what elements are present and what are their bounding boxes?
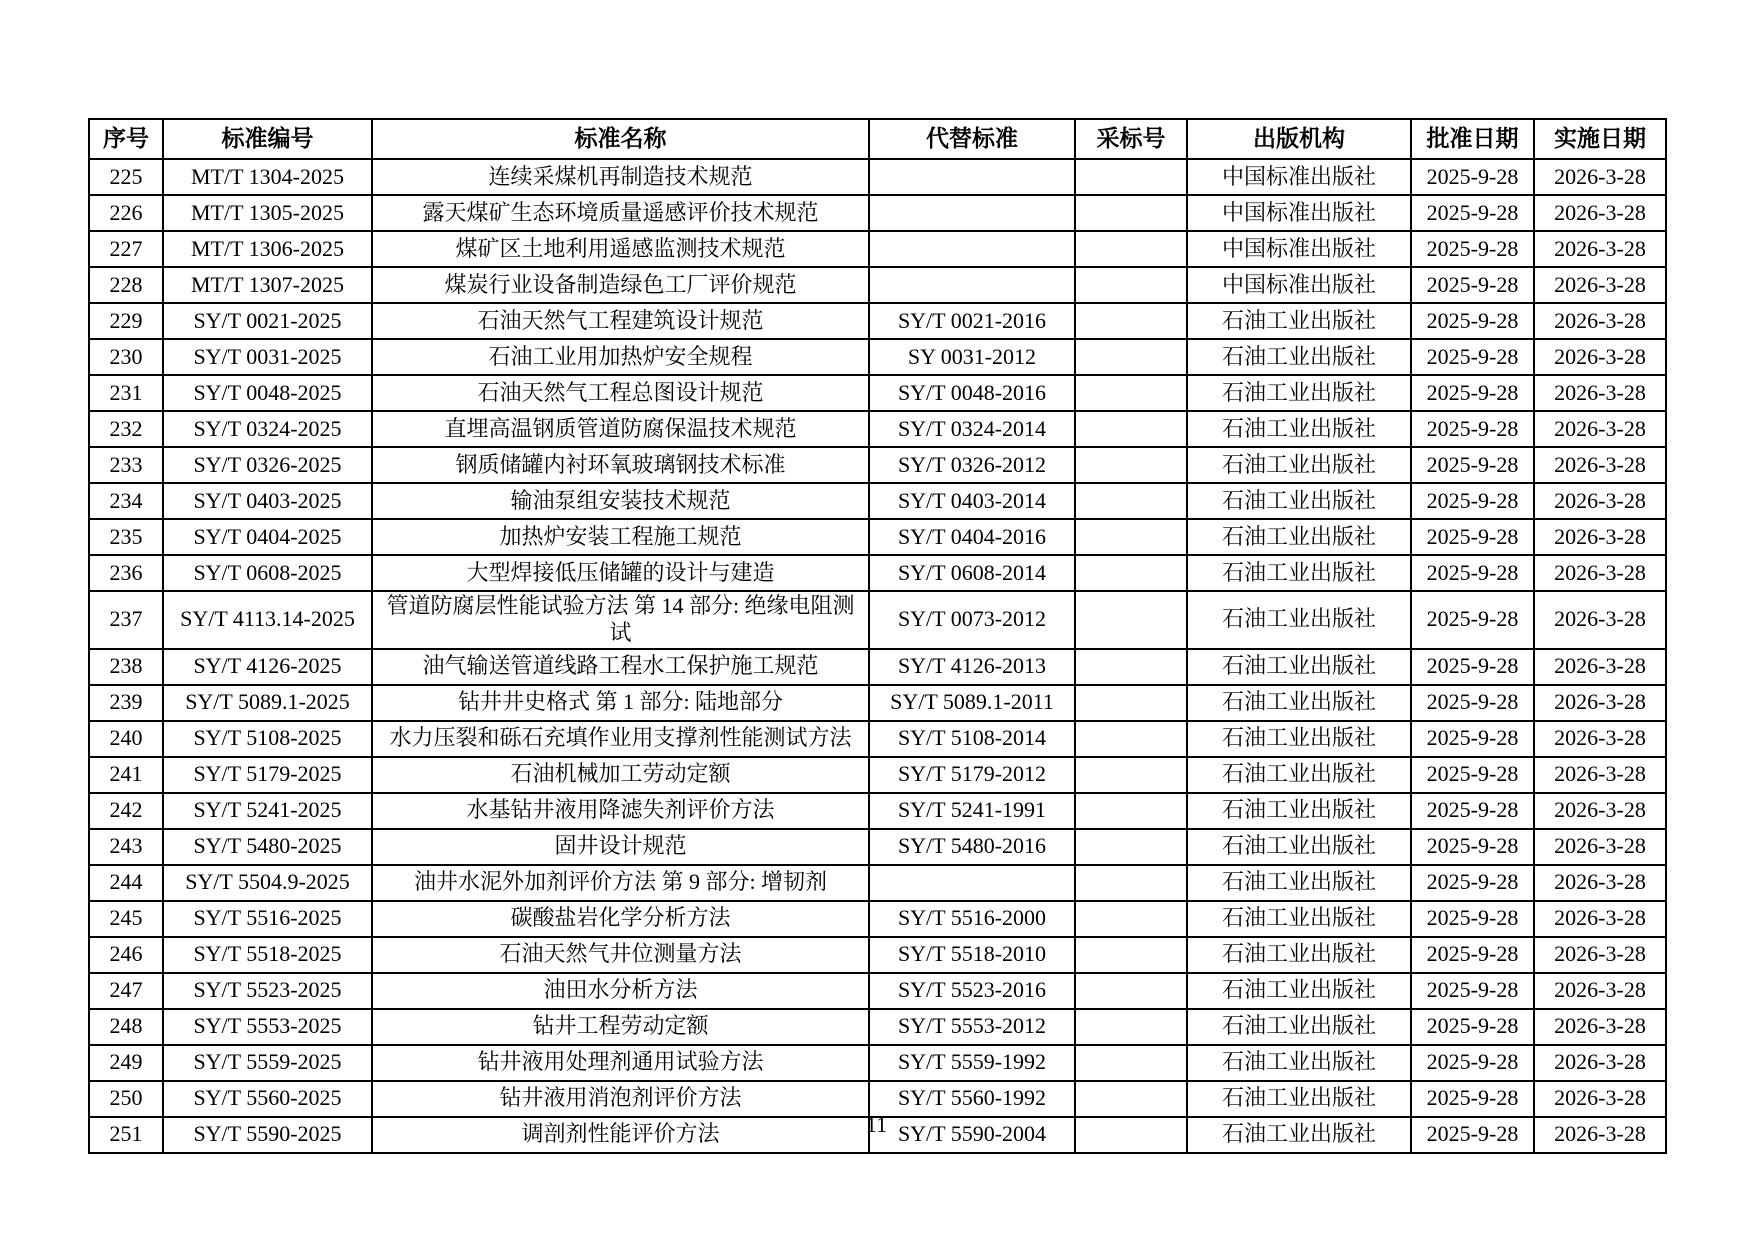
cell-approval-date: 2025-9-28: [1411, 901, 1534, 937]
cell-implementation-date: 2026-3-28: [1534, 1081, 1666, 1117]
header-cell-publisher: 出版机构: [1187, 119, 1411, 159]
cell-implementation-date: 2026-3-28: [1534, 591, 1666, 649]
cell-replaced-standard: [869, 267, 1075, 303]
cell-replaced-standard: SY/T 5590-2004: [869, 1117, 1075, 1153]
cell-implementation-date: 2026-3-28: [1534, 1117, 1666, 1153]
cell-index: 235: [89, 519, 163, 555]
cell-index: 246: [89, 937, 163, 973]
cell-standard-name: 连续采煤机再制造技术规范: [372, 159, 869, 195]
cell-publisher: 石油工业出版社: [1187, 685, 1411, 721]
header-row: [89, 119, 1666, 159]
cell-implementation-date: 2026-3-28: [1534, 901, 1666, 937]
header-cell-index: 序号: [89, 119, 163, 159]
cell-publisher: 石油工业出版社: [1187, 1045, 1411, 1081]
cell-index: 243: [89, 829, 163, 865]
cell-approval-date: 2025-9-28: [1411, 1081, 1534, 1117]
cell-standard-name: 露天煤矿生态环境质量遥感评价技术规范: [372, 195, 869, 231]
table-row: [89, 159, 1666, 195]
table-row: [89, 1009, 1666, 1045]
cell-publisher: 石油工业出版社: [1187, 1009, 1411, 1045]
header-cell-standard-name: 标准名称: [372, 119, 869, 159]
cell-standard-name: 固井设计规范: [372, 829, 869, 865]
cell-adopted-standard-number: [1075, 339, 1187, 375]
cell-implementation-date: 2026-3-28: [1534, 447, 1666, 483]
cell-standard-number: SY/T 5553-2025: [163, 1009, 372, 1045]
cell-publisher: 中国标准出版社: [1187, 195, 1411, 231]
cell-replaced-standard: SY/T 0403-2014: [869, 483, 1075, 519]
cell-publisher: 石油工业出版社: [1187, 649, 1411, 685]
table-row: [89, 591, 1666, 649]
cell-approval-date: 2025-9-28: [1411, 757, 1534, 793]
table-row: [89, 555, 1666, 591]
cell-approval-date: 2025-9-28: [1411, 829, 1534, 865]
cell-adopted-standard-number: [1075, 375, 1187, 411]
cell-implementation-date: 2026-3-28: [1534, 1045, 1666, 1081]
header-cell-standard-number: 标准编号: [163, 119, 372, 159]
cell-implementation-date: 2026-3-28: [1534, 483, 1666, 519]
cell-adopted-standard-number: [1075, 483, 1187, 519]
cell-adopted-standard-number: [1075, 757, 1187, 793]
cell-adopted-standard-number: [1075, 1009, 1187, 1045]
cell-approval-date: 2025-9-28: [1411, 973, 1534, 1009]
table-row: [89, 685, 1666, 721]
cell-adopted-standard-number: [1075, 555, 1187, 591]
cell-publisher: 石油工业出版社: [1187, 591, 1411, 649]
cell-adopted-standard-number: [1075, 649, 1187, 685]
cell-publisher: 中国标准出版社: [1187, 231, 1411, 267]
table-row: [89, 757, 1666, 793]
cell-standard-name: 直埋高温钢质管道防腐保温技术规范: [372, 411, 869, 447]
cell-standard-number: SY/T 5108-2025: [163, 721, 372, 757]
cell-standard-name: 煤炭行业设备制造绿色工厂评价规范: [372, 267, 869, 303]
table-row: [89, 303, 1666, 339]
cell-approval-date: 2025-9-28: [1411, 195, 1534, 231]
cell-standard-name: 钢质储罐内衬环氧玻璃钢技术标准: [372, 447, 869, 483]
header-cell-adopted-standard-number: 采标号: [1075, 119, 1187, 159]
cell-approval-date: 2025-9-28: [1411, 1045, 1534, 1081]
cell-publisher: 石油工业出版社: [1187, 411, 1411, 447]
cell-approval-date: 2025-9-28: [1411, 591, 1534, 649]
cell-implementation-date: 2026-3-28: [1534, 267, 1666, 303]
table-row: [89, 1045, 1666, 1081]
header-cell-replaced-standard: 代替标准: [869, 119, 1075, 159]
cell-replaced-standard: [869, 195, 1075, 231]
cell-adopted-standard-number: [1075, 937, 1187, 973]
cell-approval-date: 2025-9-28: [1411, 649, 1534, 685]
cell-publisher: 石油工业出版社: [1187, 1117, 1411, 1153]
cell-adopted-standard-number: [1075, 901, 1187, 937]
cell-adopted-standard-number: [1075, 447, 1187, 483]
cell-standard-name: 加热炉安装工程施工规范: [372, 519, 869, 555]
cell-publisher: 石油工业出版社: [1187, 483, 1411, 519]
table-row: [89, 793, 1666, 829]
cell-replaced-standard: SY/T 5516-2000: [869, 901, 1075, 937]
cell-replaced-standard: [869, 159, 1075, 195]
cell-standard-number: SY/T 0048-2025: [163, 375, 372, 411]
cell-implementation-date: 2026-3-28: [1534, 519, 1666, 555]
cell-publisher: 中国标准出版社: [1187, 159, 1411, 195]
cell-publisher: 石油工业出版社: [1187, 1081, 1411, 1117]
cell-standard-number: SY/T 0031-2025: [163, 339, 372, 375]
cell-standard-number: MT/T 1305-2025: [163, 195, 372, 231]
cell-adopted-standard-number: [1075, 267, 1187, 303]
cell-publisher: 石油工业出版社: [1187, 793, 1411, 829]
cell-index: 245: [89, 901, 163, 937]
cell-standard-number: SY/T 5560-2025: [163, 1081, 372, 1117]
table-row: [89, 721, 1666, 757]
cell-standard-number: SY/T 4126-2025: [163, 649, 372, 685]
cell-index: 233: [89, 447, 163, 483]
cell-index: 228: [89, 267, 163, 303]
cell-replaced-standard: SY/T 5241-1991: [869, 793, 1075, 829]
cell-implementation-date: 2026-3-28: [1534, 375, 1666, 411]
cell-implementation-date: 2026-3-28: [1534, 411, 1666, 447]
cell-adopted-standard-number: [1075, 519, 1187, 555]
cell-standard-name: 输油泵组安装技术规范: [372, 483, 869, 519]
table-row: [89, 901, 1666, 937]
cell-standard-name: 石油机械加工劳动定额: [372, 757, 869, 793]
cell-approval-date: 2025-9-28: [1411, 519, 1534, 555]
cell-index: 238: [89, 649, 163, 685]
cell-implementation-date: 2026-3-28: [1534, 721, 1666, 757]
cell-approval-date: 2025-9-28: [1411, 865, 1534, 901]
cell-index: 239: [89, 685, 163, 721]
cell-adopted-standard-number: [1075, 793, 1187, 829]
cell-adopted-standard-number: [1075, 973, 1187, 1009]
table-row: [89, 231, 1666, 267]
cell-adopted-standard-number: [1075, 1045, 1187, 1081]
cell-standard-name: 钻井液用消泡剂评价方法: [372, 1081, 869, 1117]
table-row: [89, 375, 1666, 411]
cell-adopted-standard-number: [1075, 411, 1187, 447]
cell-index: 251: [89, 1117, 163, 1153]
cell-implementation-date: 2026-3-28: [1534, 793, 1666, 829]
cell-standard-name: 钻井工程劳动定额: [372, 1009, 869, 1045]
cell-standard-number: SY/T 5480-2025: [163, 829, 372, 865]
header-cell-approval-date: 批准日期: [1411, 119, 1534, 159]
cell-replaced-standard: [869, 865, 1075, 901]
cell-adopted-standard-number: [1075, 231, 1187, 267]
cell-replaced-standard: SY/T 5523-2016: [869, 973, 1075, 1009]
cell-implementation-date: 2026-3-28: [1534, 973, 1666, 1009]
cell-replaced-standard: SY/T 5480-2016: [869, 829, 1075, 865]
cell-adopted-standard-number: [1075, 159, 1187, 195]
cell-publisher: 石油工业出版社: [1187, 519, 1411, 555]
cell-standard-number: SY/T 4113.14-2025: [163, 591, 372, 649]
cell-replaced-standard: SY/T 5560-1992: [869, 1081, 1075, 1117]
cell-standard-number: SY/T 5241-2025: [163, 793, 372, 829]
cell-index: 242: [89, 793, 163, 829]
cell-index: 231: [89, 375, 163, 411]
cell-implementation-date: 2026-3-28: [1534, 195, 1666, 231]
cell-replaced-standard: SY/T 0326-2012: [869, 447, 1075, 483]
cell-standard-number: SY/T 5559-2025: [163, 1045, 372, 1081]
cell-standard-name: 钻井液用处理剂通用试验方法: [372, 1045, 869, 1081]
cell-publisher: 石油工业出版社: [1187, 721, 1411, 757]
cell-approval-date: 2025-9-28: [1411, 375, 1534, 411]
cell-standard-name: 管道防腐层性能试验方法 第 14 部分: 绝缘电阻测试: [372, 591, 869, 649]
cell-implementation-date: 2026-3-28: [1534, 685, 1666, 721]
cell-standard-number: SY/T 0404-2025: [163, 519, 372, 555]
cell-index: 249: [89, 1045, 163, 1081]
cell-standard-name: 石油天然气井位测量方法: [372, 937, 869, 973]
cell-standard-name: 水基钻井液用降滤失剂评价方法: [372, 793, 869, 829]
cell-publisher: 石油工业出版社: [1187, 303, 1411, 339]
table-row: [89, 339, 1666, 375]
cell-standard-name: 油气输送管道线路工程水工保护施工规范: [372, 649, 869, 685]
cell-standard-name: 石油天然气工程建筑设计规范: [372, 303, 869, 339]
cell-standard-number: MT/T 1304-2025: [163, 159, 372, 195]
cell-implementation-date: 2026-3-28: [1534, 829, 1666, 865]
cell-publisher: 石油工业出版社: [1187, 901, 1411, 937]
cell-index: 227: [89, 231, 163, 267]
cell-standard-name: 石油天然气工程总图设计规范: [372, 375, 869, 411]
cell-approval-date: 2025-9-28: [1411, 483, 1534, 519]
table-row: [89, 195, 1666, 231]
cell-approval-date: 2025-9-28: [1411, 447, 1534, 483]
cell-standard-number: SY/T 0608-2025: [163, 555, 372, 591]
cell-adopted-standard-number: [1075, 865, 1187, 901]
table-row: [89, 829, 1666, 865]
cell-standard-number: MT/T 1307-2025: [163, 267, 372, 303]
standards-table: [88, 118, 1667, 1154]
cell-standard-number: SY/T 0326-2025: [163, 447, 372, 483]
cell-approval-date: 2025-9-28: [1411, 231, 1534, 267]
cell-approval-date: 2025-9-28: [1411, 411, 1534, 447]
cell-replaced-standard: SY/T 0048-2016: [869, 375, 1075, 411]
cell-index: 241: [89, 757, 163, 793]
cell-standard-name: 煤矿区土地利用遥感监测技术规范: [372, 231, 869, 267]
cell-index: 225: [89, 159, 163, 195]
cell-publisher: 石油工业出版社: [1187, 973, 1411, 1009]
cell-adopted-standard-number: [1075, 591, 1187, 649]
cell-replaced-standard: SY/T 0324-2014: [869, 411, 1075, 447]
cell-approval-date: 2025-9-28: [1411, 555, 1534, 591]
cell-standard-name: 水力压裂和砾石充填作业用支撑剂性能测试方法: [372, 721, 869, 757]
cell-standard-number: SY/T 0403-2025: [163, 483, 372, 519]
cell-approval-date: 2025-9-28: [1411, 685, 1534, 721]
cell-standard-name: 石油工业用加热炉安全规程: [372, 339, 869, 375]
cell-replaced-standard: SY/T 0073-2012: [869, 591, 1075, 649]
cell-replaced-standard: SY/T 4126-2013: [869, 649, 1075, 685]
cell-publisher: 中国标准出版社: [1187, 267, 1411, 303]
cell-publisher: 石油工业出版社: [1187, 829, 1411, 865]
cell-approval-date: 2025-9-28: [1411, 793, 1534, 829]
table-row: [89, 411, 1666, 447]
table-row: [89, 519, 1666, 555]
cell-replaced-standard: SY/T 5553-2012: [869, 1009, 1075, 1045]
cell-approval-date: 2025-9-28: [1411, 937, 1534, 973]
table-row: [89, 447, 1666, 483]
table-row: [89, 649, 1666, 685]
cell-replaced-standard: SY/T 5089.1-2011: [869, 685, 1075, 721]
cell-standard-name: 油田水分析方法: [372, 973, 869, 1009]
cell-approval-date: 2025-9-28: [1411, 339, 1534, 375]
cell-publisher: 石油工业出版社: [1187, 447, 1411, 483]
cell-approval-date: 2025-9-28: [1411, 721, 1534, 757]
cell-replaced-standard: SY/T 0021-2016: [869, 303, 1075, 339]
table-row: [89, 865, 1666, 901]
cell-index: 240: [89, 721, 163, 757]
cell-adopted-standard-number: [1075, 829, 1187, 865]
cell-implementation-date: 2026-3-28: [1534, 757, 1666, 793]
cell-index: 232: [89, 411, 163, 447]
cell-publisher: 石油工业出版社: [1187, 339, 1411, 375]
cell-approval-date: 2025-9-28: [1411, 267, 1534, 303]
cell-index: 230: [89, 339, 163, 375]
cell-implementation-date: 2026-3-28: [1534, 339, 1666, 375]
cell-index: 234: [89, 483, 163, 519]
cell-replaced-standard: SY/T 5179-2012: [869, 757, 1075, 793]
cell-implementation-date: 2026-3-28: [1534, 231, 1666, 267]
table-row: [89, 937, 1666, 973]
cell-standard-number: SY/T 5590-2025: [163, 1117, 372, 1153]
cell-index: 248: [89, 1009, 163, 1045]
cell-index: 244: [89, 865, 163, 901]
cell-standard-number: SY/T 5518-2025: [163, 937, 372, 973]
cell-standard-number: SY/T 5516-2025: [163, 901, 372, 937]
cell-index: 229: [89, 303, 163, 339]
table-row: [89, 973, 1666, 1009]
cell-standard-name: 大型焊接低压储罐的设计与建造: [372, 555, 869, 591]
cell-standard-name: 油井水泥外加剂评价方法 第 9 部分: 增韧剂: [372, 865, 869, 901]
cell-implementation-date: 2026-3-28: [1534, 649, 1666, 685]
cell-index: 237: [89, 591, 163, 649]
cell-publisher: 石油工业出版社: [1187, 757, 1411, 793]
cell-index: 236: [89, 555, 163, 591]
cell-adopted-standard-number: [1075, 303, 1187, 339]
cell-approval-date: 2025-9-28: [1411, 303, 1534, 339]
cell-standard-number: SY/T 5089.1-2025: [163, 685, 372, 721]
cell-publisher: 石油工业出版社: [1187, 555, 1411, 591]
cell-standard-number: SY/T 5504.9-2025: [163, 865, 372, 901]
cell-index: 226: [89, 195, 163, 231]
cell-publisher: 石油工业出版社: [1187, 375, 1411, 411]
cell-replaced-standard: SY/T 0608-2014: [869, 555, 1075, 591]
cell-adopted-standard-number: [1075, 721, 1187, 757]
cell-standard-number: SY/T 0021-2025: [163, 303, 372, 339]
cell-replaced-standard: SY/T 5518-2010: [869, 937, 1075, 973]
cell-index: 247: [89, 973, 163, 1009]
cell-replaced-standard: [869, 231, 1075, 267]
table-row: [89, 267, 1666, 303]
cell-index: 250: [89, 1081, 163, 1117]
cell-adopted-standard-number: [1075, 195, 1187, 231]
cell-replaced-standard: SY 0031-2012: [869, 339, 1075, 375]
cell-standard-number: SY/T 5523-2025: [163, 973, 372, 1009]
cell-standard-name: 钻井井史格式 第 1 部分: 陆地部分: [372, 685, 869, 721]
cell-approval-date: 2025-9-28: [1411, 1009, 1534, 1045]
cell-approval-date: 2025-9-28: [1411, 1117, 1534, 1153]
cell-replaced-standard: SY/T 5108-2014: [869, 721, 1075, 757]
cell-implementation-date: 2026-3-28: [1534, 1009, 1666, 1045]
cell-replaced-standard: SY/T 0404-2016: [869, 519, 1075, 555]
cell-adopted-standard-number: [1075, 685, 1187, 721]
cell-implementation-date: 2026-3-28: [1534, 159, 1666, 195]
cell-standard-name: 调剖剂性能评价方法: [372, 1117, 869, 1153]
header-cell-implementation-date: 实施日期: [1534, 119, 1666, 159]
cell-implementation-date: 2026-3-28: [1534, 555, 1666, 591]
cell-approval-date: 2025-9-28: [1411, 159, 1534, 195]
cell-standard-number: SY/T 5179-2025: [163, 757, 372, 793]
cell-standard-number: SY/T 0324-2025: [163, 411, 372, 447]
table-row: [89, 483, 1666, 519]
page-number: 11: [865, 1112, 888, 1137]
cell-implementation-date: 2026-3-28: [1534, 303, 1666, 339]
cell-implementation-date: 2026-3-28: [1534, 865, 1666, 901]
cell-publisher: 石油工业出版社: [1187, 937, 1411, 973]
cell-standard-name: 碳酸盐岩化学分析方法: [372, 901, 869, 937]
cell-publisher: 石油工业出版社: [1187, 865, 1411, 901]
cell-replaced-standard: SY/T 5559-1992: [869, 1045, 1075, 1081]
cell-implementation-date: 2026-3-28: [1534, 937, 1666, 973]
cell-standard-number: MT/T 1306-2025: [163, 231, 372, 267]
